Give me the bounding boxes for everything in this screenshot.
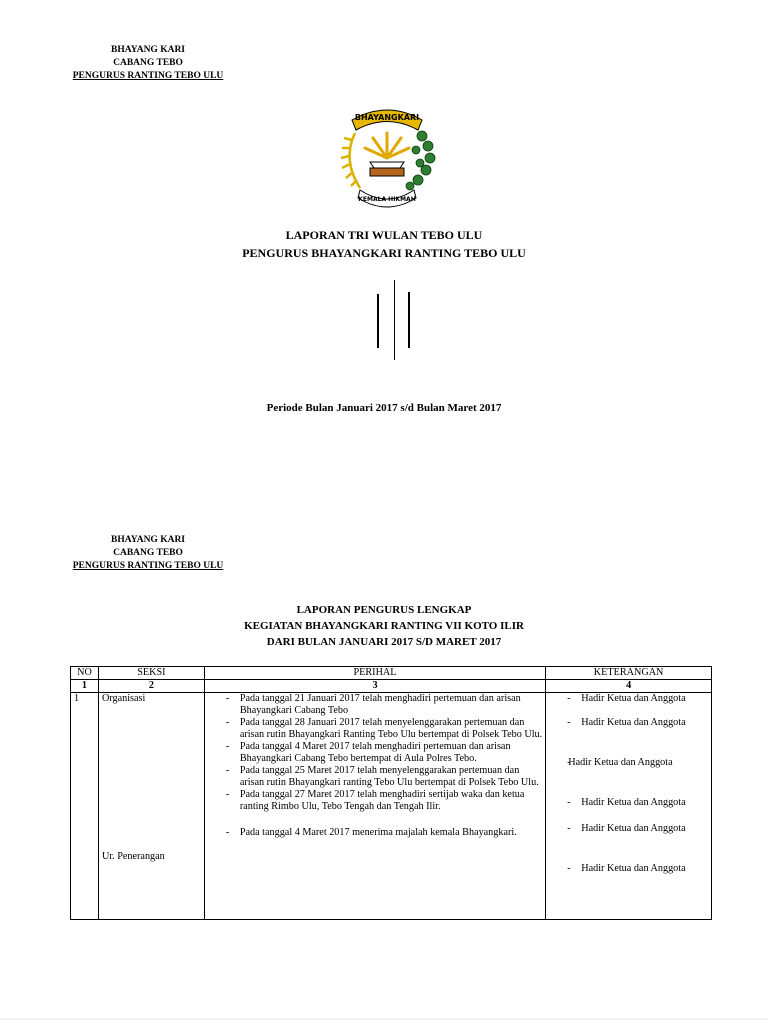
cell-keterangan: [546, 693, 712, 920]
bhayangkari-emblem-logo: [330, 88, 445, 213]
logo-top-text: BHAYANGKARI: [354, 113, 420, 122]
cover-title: [0, 226, 768, 262]
leaf-wreath-icon: [406, 131, 435, 190]
cover-title-line1: LAPORAN TRI WULAN TEBO ULU: [285, 228, 483, 242]
header-perihal: PERIHAL: [204, 667, 545, 680]
org-name: BHAYANG KARI: [111, 45, 185, 55]
table-row: [71, 693, 712, 920]
col-number: 2: [98, 680, 204, 693]
perihal-item: - Pada tanggal 27 Maret 2017 telah menghadiri sertijab waka dan ketua ranting Rimbo Ulu, Tebo Tengah dan Tengah Ilir.: [208, 789, 542, 813]
org-ranting: PENGURUS RANTING TEBO ULU: [72, 561, 224, 571]
header-keterangan: KETERANGAN: [546, 667, 712, 680]
report-title-line3: DARI BULAN JANUARI 2017 S/D MARET 2017: [266, 636, 502, 648]
org-ranting: PENGURUS RANTING TEBO ULU: [72, 71, 224, 81]
divider-line-center: [394, 280, 395, 360]
col-number: 4: [546, 680, 712, 693]
perihal-item: - Pada tanggal 28 Januari 2017 telah menyelenggarakan pertemuan dan arisan rutin Bhayangkari Ranting Tebo Ulu bertempat di Polsek Tebo Ulu.: [208, 717, 542, 741]
cover-org-header: [62, 44, 234, 83]
page2-org-header: [62, 534, 234, 573]
perihal-item: - Pada tanggal 25 Maret 2017 telah menyelenggarakan pertemuan dan arisan rutin Bhayangkari ranting Tebo Ulu bertempat di Polsek Tebo Ulu.: [208, 765, 542, 789]
keterangan-item: - Hadir Ketua dan Anggota: [549, 797, 708, 809]
col-number: 1: [71, 680, 99, 693]
cell-seksi: [98, 693, 204, 920]
keterangan-item: - Hadir Ketua dan Anggota: [549, 863, 708, 875]
report-title-line2: KEGIATAN BHAYANGKARI RANTING VII KOTO ILIR: [244, 620, 524, 632]
logo-bottom-text: KEMALA HIKMAH: [358, 196, 416, 203]
header-no: NO: [71, 667, 99, 680]
cell-no: 1: [71, 693, 99, 920]
perihal-item: - Pada tanggal 21 Januari 2017 telah menghadiri pertemuan dan arisan Bhayangkari Cabang Tebo: [208, 693, 542, 717]
keterangan-item: - Hadir Ketua dan Anggota: [549, 823, 708, 835]
col-number: 3: [204, 680, 545, 693]
rice-stalk-icon: [341, 133, 360, 188]
keterangan-item: - Hadir Ketua dan Anggota: [549, 693, 708, 705]
org-name: BHAYANG KARI: [111, 535, 185, 545]
table-header-row: [71, 667, 712, 680]
perihal-item: - Pada tanggal 4 Maret 2017 menerima majalah kemala Bhayangkari.: [208, 827, 542, 839]
divider-line-left: [377, 294, 379, 348]
org-branch: CABANG TEBO: [113, 58, 183, 68]
report-title-line1: LAPORAN PENGURUS LENGKAP: [296, 604, 472, 616]
report-table: [70, 666, 712, 920]
table-number-row: [71, 680, 712, 693]
seksi-organisasi: Organisasi: [101, 693, 146, 704]
keterangan-item: - Hadir Ketua dan Anggota: [549, 757, 708, 769]
perihal-item: - Pada tanggal 4 Maret 2017 telah menghadiri pertemuan dan arisan Bhayangkari Cabang Tebo bertempat di Aula Polres Tebo.: [208, 741, 542, 765]
periode-text: Periode Bulan Januari 2017 s/d Bulan Maret 2017: [266, 402, 502, 414]
header-seksi: SEKSI: [98, 667, 204, 680]
org-branch: CABANG TEBO: [113, 548, 183, 558]
sun-rays-icon: [365, 133, 409, 158]
page-bottom-divider: [0, 1018, 768, 1020]
cell-perihal: [204, 693, 545, 920]
seksi-penerangan: Ur. Penerangan: [101, 851, 165, 862]
keterangan-item: - Hadir Ketua dan Anggota: [549, 717, 708, 729]
report-title: [0, 602, 768, 650]
divider-line-right: [408, 292, 410, 348]
cover-title-line2: PENGURUS BHAYANGKARI RANTING TEBO ULU: [242, 246, 526, 260]
